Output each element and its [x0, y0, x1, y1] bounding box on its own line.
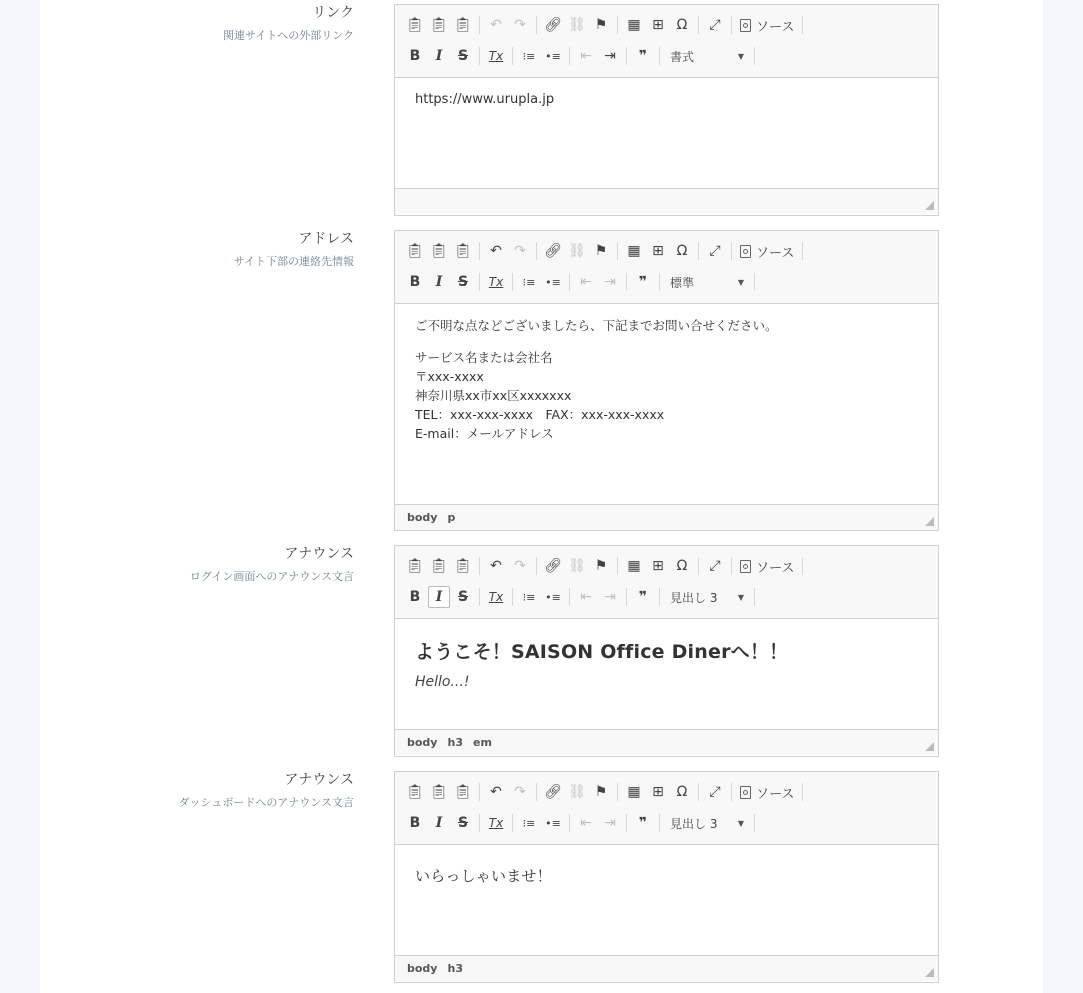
outdent-icon[interactable]: ⇤: [580, 48, 592, 64]
element-path-item[interactable]: h3: [447, 736, 463, 749]
link-icon[interactable]: 🔗︎: [544, 784, 562, 800]
outdent-icon[interactable]: ⇤: [580, 274, 592, 290]
maximize-icon[interactable]: ⤢: [709, 243, 721, 259]
content-emphasis: Hello...!: [415, 674, 470, 690]
unlink-icon[interactable]: ⛓: [568, 784, 586, 800]
format-select[interactable]: 標準 ▼: [670, 275, 744, 290]
link-icon[interactable]: 🔗︎: [544, 558, 562, 574]
link-icon[interactable]: 🔗︎: [544, 17, 562, 33]
bold-button[interactable]: B: [409, 815, 421, 831]
outdent-icon[interactable]: ⇤: [580, 589, 592, 605]
anchor-flag-icon[interactable]: ⚑: [594, 558, 608, 574]
element-path-item[interactable]: p: [447, 511, 456, 524]
editor-statusbar: [395, 955, 938, 981]
numbered-list-icon[interactable]: ⁝≡: [522, 590, 536, 604]
remove-format-button[interactable]: Tx: [488, 275, 504, 289]
paste-word-icon[interactable]: 📋︎: [454, 558, 472, 574]
address-line: 神奈川県xx市xx区xxxxxxx: [415, 388, 572, 403]
bold-button[interactable]: B: [409, 48, 421, 64]
special-char-icon[interactable]: Ω: [676, 243, 688, 259]
paste-word-icon[interactable]: 📋︎: [454, 17, 472, 33]
address-line: サービス名または会社名: [415, 350, 553, 365]
editor-content[interactable]: [395, 619, 938, 729]
image-icon[interactable]: ▦: [627, 243, 641, 259]
unlink-icon[interactable]: ⛓: [568, 243, 586, 259]
image-icon[interactable]: ▦: [627, 558, 641, 574]
dropdown-arrow-icon: ▼: [737, 818, 744, 828]
editor-toolbar: [395, 231, 938, 304]
unlink-icon[interactable]: ⛓: [568, 558, 586, 574]
editor-statusbar: [395, 729, 938, 755]
bold-button[interactable]: B: [409, 274, 421, 290]
field-label-address: [234, 230, 354, 270]
blockquote-icon[interactable]: ❞: [638, 589, 648, 605]
remove-format-button[interactable]: Tx: [488, 49, 504, 63]
bulleted-list-icon[interactable]: •≡: [545, 49, 561, 63]
address-block: [415, 348, 918, 443]
format-select[interactable]: 見出し 3 ▼: [670, 816, 744, 831]
source-icon: [740, 786, 751, 799]
field-description: ダッシュボードへのアナウンス文言: [178, 796, 354, 809]
italic-button[interactable]: I: [428, 586, 450, 608]
element-path-item[interactable]: body: [407, 511, 438, 524]
dropdown-arrow-icon: ▼: [737, 277, 744, 287]
source-button[interactable]: ソース: [736, 557, 798, 576]
blockquote-icon[interactable]: ❞: [638, 48, 648, 64]
editor-statusbar: [395, 504, 938, 530]
bold-button[interactable]: B: [409, 589, 421, 605]
editor-toolbar: [395, 772, 938, 845]
indent-icon[interactable]: ⇥: [604, 48, 616, 64]
dropdown-arrow-icon: ▼: [737, 592, 744, 602]
field-description: サイト下部の連絡先情報: [233, 255, 354, 268]
resize-grip-icon[interactable]: [925, 517, 934, 526]
element-path-item[interactable]: h3: [447, 962, 463, 975]
indent-icon[interactable]: ⇥: [604, 589, 616, 605]
italic-button[interactable]: I: [435, 815, 443, 831]
outdent-icon[interactable]: ⇤: [580, 815, 592, 831]
image-icon[interactable]: ▦: [627, 784, 641, 800]
address-line: E-mail：メールアドレス: [415, 426, 554, 441]
rich-text-editor-link: [394, 4, 939, 216]
field-label-login-announce: [190, 545, 354, 585]
table-icon[interactable]: ⊞: [652, 784, 664, 800]
numbered-list-icon[interactable]: ⁝≡: [522, 816, 536, 830]
numbered-list-icon[interactable]: ⁝≡: [522, 275, 536, 289]
editor-content[interactable]: [395, 78, 938, 188]
undo-icon[interactable]: ↶: [490, 558, 502, 574]
address-line: 〒xxx-xxxx: [415, 369, 484, 384]
field-label-link: [223, 4, 354, 44]
unlink-icon[interactable]: ⛓: [568, 17, 586, 33]
anchor-flag-icon[interactable]: ⚑: [594, 243, 608, 259]
paste-text-icon[interactable]: 📋︎: [430, 243, 448, 259]
redo-icon[interactable]: ↷: [514, 243, 526, 259]
source-button[interactable]: ソース: [736, 16, 798, 35]
editor-toolbar: [395, 546, 938, 619]
content-heading: ようこそ！SAISON Office Dinerへ！！: [415, 641, 789, 663]
source-button[interactable]: ソース: [736, 783, 798, 802]
source-icon: [740, 560, 751, 573]
editor-statusbar: [395, 188, 938, 214]
indent-icon[interactable]: ⇥: [604, 274, 616, 290]
paste-word-icon[interactable]: 📋︎: [454, 784, 472, 800]
editor-content[interactable]: [395, 845, 938, 955]
strike-button[interactable]: S: [457, 274, 469, 290]
rich-text-editor-login-announce: [394, 545, 939, 757]
image-icon[interactable]: ▦: [627, 17, 641, 33]
format-select[interactable]: 書式 ▼: [670, 49, 744, 64]
anchor-flag-icon[interactable]: ⚑: [594, 784, 608, 800]
content-paragraph: ご不明な点などございましたら、下記までお問い合せください。: [415, 318, 778, 333]
maximize-icon[interactable]: ⤢: [709, 558, 721, 574]
strike-button[interactable]: S: [457, 589, 469, 605]
italic-button[interactable]: I: [435, 274, 443, 290]
paste-word-icon[interactable]: 📋︎: [454, 243, 472, 259]
special-char-icon[interactable]: Ω: [676, 784, 688, 800]
maximize-icon[interactable]: ⤢: [709, 17, 721, 33]
dropdown-arrow-icon: ▼: [737, 51, 744, 61]
special-char-icon[interactable]: Ω: [676, 17, 688, 33]
bulleted-list-icon[interactable]: •≡: [545, 816, 561, 830]
undo-icon[interactable]: ↶: [490, 17, 502, 33]
italic-button[interactable]: I: [435, 48, 443, 64]
resize-grip-icon[interactable]: [925, 201, 934, 210]
field-description: ログイン画面へのアナウンス文言: [189, 570, 354, 583]
bulleted-list-icon[interactable]: •≡: [545, 590, 561, 604]
blockquote-icon[interactable]: ❞: [638, 815, 648, 831]
source-button[interactable]: ソース: [736, 242, 798, 261]
maximize-icon[interactable]: ⤢: [709, 784, 721, 800]
source-icon: [740, 245, 751, 258]
blockquote-icon[interactable]: ❞: [638, 274, 648, 290]
field-title: アナウンス: [284, 546, 354, 562]
remove-format-button[interactable]: Tx: [488, 816, 504, 830]
rich-text-editor-address: [394, 230, 939, 531]
field-title: アナウンス: [284, 772, 354, 788]
source-icon: [740, 19, 751, 32]
table-icon[interactable]: ⊞: [652, 558, 664, 574]
remove-format-button[interactable]: Tx: [488, 590, 504, 604]
resize-grip-icon[interactable]: [925, 742, 934, 751]
field-description: 関連サイトへの外部リンク: [222, 29, 354, 42]
anchor-flag-icon[interactable]: ⚑: [594, 17, 608, 33]
address-line: TEL：xxx-xxx-xxxx FAX：xxx-xxx-xxxx: [415, 407, 665, 422]
strike-button[interactable]: S: [457, 815, 469, 831]
paste-text-icon[interactable]: 📋︎: [430, 558, 448, 574]
redo-icon[interactable]: ↷: [514, 784, 526, 800]
content-heading: いらっしゃいませ！: [415, 867, 552, 885]
table-icon[interactable]: ⊞: [652, 243, 664, 259]
bulleted-list-icon[interactable]: •≡: [545, 275, 561, 289]
field-title: アドレス: [298, 231, 354, 247]
undo-icon[interactable]: ↶: [490, 784, 502, 800]
indent-icon[interactable]: ⇥: [604, 815, 616, 831]
special-char-icon[interactable]: Ω: [676, 558, 688, 574]
resize-grip-icon[interactable]: [925, 968, 934, 977]
format-select[interactable]: 見出し 3 ▼: [670, 590, 744, 605]
editor-content[interactable]: [395, 304, 938, 504]
rich-text-editor-dashboard-announce: [394, 771, 939, 983]
field-label-dashboard-announce: [179, 771, 354, 811]
element-path-item[interactable]: body: [407, 962, 438, 975]
paste-text-icon[interactable]: 📋︎: [430, 17, 448, 33]
paste-icon[interactable]: 📋︎: [406, 784, 424, 800]
editor-toolbar: [395, 5, 938, 78]
element-path-item[interactable]: em: [472, 736, 492, 749]
strike-button[interactable]: S: [457, 48, 469, 64]
paste-icon[interactable]: 📋︎: [406, 243, 424, 259]
numbered-list-icon[interactable]: ⁝≡: [522, 49, 536, 63]
field-title: リンク: [312, 5, 354, 21]
redo-icon[interactable]: ↷: [514, 17, 526, 33]
paste-icon[interactable]: 📋︎: [406, 558, 424, 574]
paste-text-icon[interactable]: 📋︎: [430, 784, 448, 800]
paste-icon[interactable]: 📋︎: [406, 17, 424, 33]
table-icon[interactable]: ⊞: [652, 17, 664, 33]
link-icon[interactable]: 🔗︎: [544, 243, 562, 259]
undo-icon[interactable]: ↶: [490, 243, 502, 259]
content-paragraph: https://www.urupla.jp: [415, 92, 555, 107]
redo-icon[interactable]: ↷: [514, 558, 526, 574]
element-path-item[interactable]: body: [407, 736, 438, 749]
